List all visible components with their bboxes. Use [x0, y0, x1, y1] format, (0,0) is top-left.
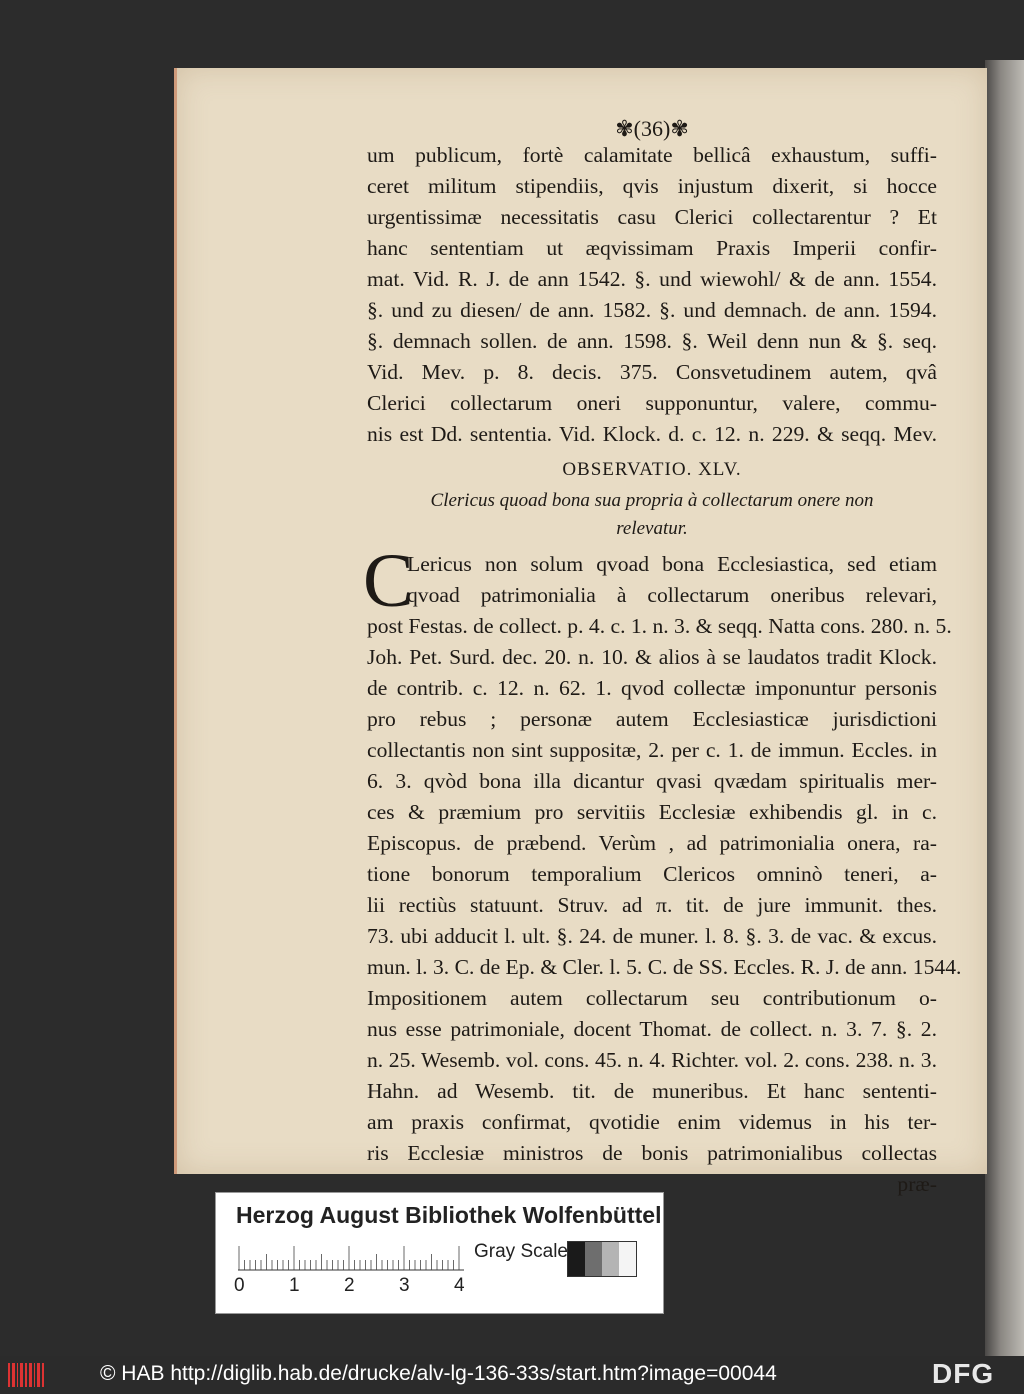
gray-swatch: [585, 1242, 602, 1276]
ruler-ticks: [239, 1246, 459, 1270]
text-line: nis est Dd. sententia. Vid. Klock. d. c. 12. n. 229. & seqq. Mev.: [367, 422, 937, 446]
text-line: Vid. Mev. p. 8. decis. 375. Consvetudinem autem, qvâ: [367, 360, 937, 384]
ornament-right-icon: ✾: [670, 116, 689, 141]
ornament-left-icon: ✾: [615, 116, 634, 141]
page-number-text: (36): [633, 116, 671, 141]
dfg-logo: DFG: [932, 1358, 995, 1389]
gray-swatch: [619, 1242, 636, 1276]
book-page: [174, 68, 987, 1196]
observation-heading: OBSERVATIO. XLV.: [562, 459, 742, 480]
ruler-number: 0: [234, 1275, 245, 1296]
library-name: Herzog August Bibliothek Wolfenbüttel: [236, 1202, 662, 1228]
text-line: Lericus non solum qvoad bona Ecclesiastica, sed etiam: [407, 552, 937, 576]
footer-bar: [0, 1356, 1024, 1394]
gray-scale-label: Gray Scale: [474, 1241, 568, 1262]
text-line: Hahn. ad Wesemb. tit. de muneribus. Et hanc sententi-: [367, 1079, 937, 1103]
text-line: pro rebus ; personæ autem Ecclesiasticæ jurisdictioni: [367, 707, 937, 731]
text-line: 6. 3. qvòd bona illa dicantur qvasi qvædam spiritualis mer-: [367, 769, 937, 793]
text-line: n. 25. Wesemb. vol. cons. 45. n. 4. Richter. vol. 2. cons. 238. n. 3.: [367, 1048, 937, 1072]
text-line: ceret militum stipendiis, qvis injustum dixerit, si hocce: [367, 174, 937, 198]
text-line: ces & præmium pro servitiis Ecclesiæ exhibendis gl. in c.: [367, 800, 937, 824]
text-line: §. und zu diesen/ de ann. 1582. §. und demnach. de ann. 1594.: [367, 298, 937, 322]
copyright-link[interactable]: © HAB http://diglib.hab.de/drucke/alv-lg-136-33s/start.htm?image=00044: [100, 1362, 777, 1385]
ruler: [238, 1245, 464, 1271]
text-line: post Festas. de collect. p. 4. c. 1. n. 3. & seqq. Natta cons. 280. n. 5.: [367, 614, 952, 638]
text-line: hanc sententiam ut æqvissimam Praxis Imperii confir-: [367, 236, 937, 260]
calibration-card: [215, 1192, 664, 1314]
text-line: am praxis confirmat, qvotidie enim videmus in his ter-: [367, 1110, 937, 1134]
ruler-number: 3: [399, 1275, 410, 1296]
text-line: um publicum, fortè calamitate bellicâ exhaustum, suffi-: [367, 143, 937, 167]
gray-scale-swatches: [567, 1241, 637, 1277]
text-line: de contrib. c. 12. n. 62. 1. qvod collectæ imponuntur personis: [367, 676, 937, 700]
drop-cap: C: [363, 539, 414, 623]
ruler-number: 4: [454, 1275, 465, 1296]
text-line: Clericus quoad bona sua propria à collectarum onere non: [430, 490, 874, 511]
text-line: relevatur.: [616, 518, 688, 539]
gray-swatch: [602, 1242, 619, 1276]
text-line: ris Ecclesiæ ministros de bonis patrimonialibus collectas: [367, 1141, 937, 1165]
paragraph-lines: [367, 549, 962, 1169]
text-line: qvoad patrimonialia à collectarum oneribus relevari,: [407, 583, 937, 607]
text-line: Joh. Pet. Surd. dec. 20. n. 10. & alios à se laudatos tradit Klock.: [367, 645, 937, 669]
text-line: collectantis non sint suppositæ, 2. per c. 1. de immun. Eccles. in: [367, 738, 937, 762]
text-line: Episcopus. de præbend. Verùm , ad patrimonialia onera, ra-: [367, 831, 937, 855]
ruler-number: 1: [289, 1275, 300, 1296]
observation-subtitle: [367, 487, 937, 543]
text-line: Impositionem autem collectarum seu contributionum o-: [367, 986, 937, 1010]
observation-paragraph: [363, 539, 962, 1169]
catchword: præ-: [897, 1172, 937, 1196]
text-line: urgentissimæ necessitatis casu Clerici collectarentur ? Et: [367, 205, 937, 229]
text-line: 73. ubi adducit l. ult. §. 24. de muner. l. 8. §. 3. de vac. & excus.: [367, 924, 937, 948]
ruler-number: 2: [344, 1275, 355, 1296]
text-line: §. demnach sollen. de ann. 1598. §. Weil denn nun & §. seq.: [367, 329, 937, 353]
gray-swatch: [568, 1242, 585, 1276]
text-line: lii rectiùs statuunt. Struv. ad π. tit. de jure immunit. thes.: [367, 893, 937, 917]
page-text: [363, 113, 962, 1200]
text-line: mat. Vid. R. J. de ann 1542. §. und wiewohl/ & de ann. 1554.: [367, 267, 937, 291]
text-line: tione bonorum temporalium Clericos omninò teneri, a-: [367, 862, 937, 886]
text-line: mun. l. 3. C. de Ep. & Cler. l. 5. C. de SS. Eccles. R. J. de ann. 1544.: [367, 955, 962, 979]
book-edge-strip: [985, 60, 1024, 1356]
text-line: nus esse patrimoniale, docent Thomat. de collect. n. 3. 7. §. 2.: [367, 1017, 937, 1041]
top-paragraph: [367, 140, 937, 450]
barcode-logo-icon: [6, 1360, 46, 1390]
text-line: Clerici collectarum oneri supponuntur, valere, commu-: [367, 391, 937, 415]
